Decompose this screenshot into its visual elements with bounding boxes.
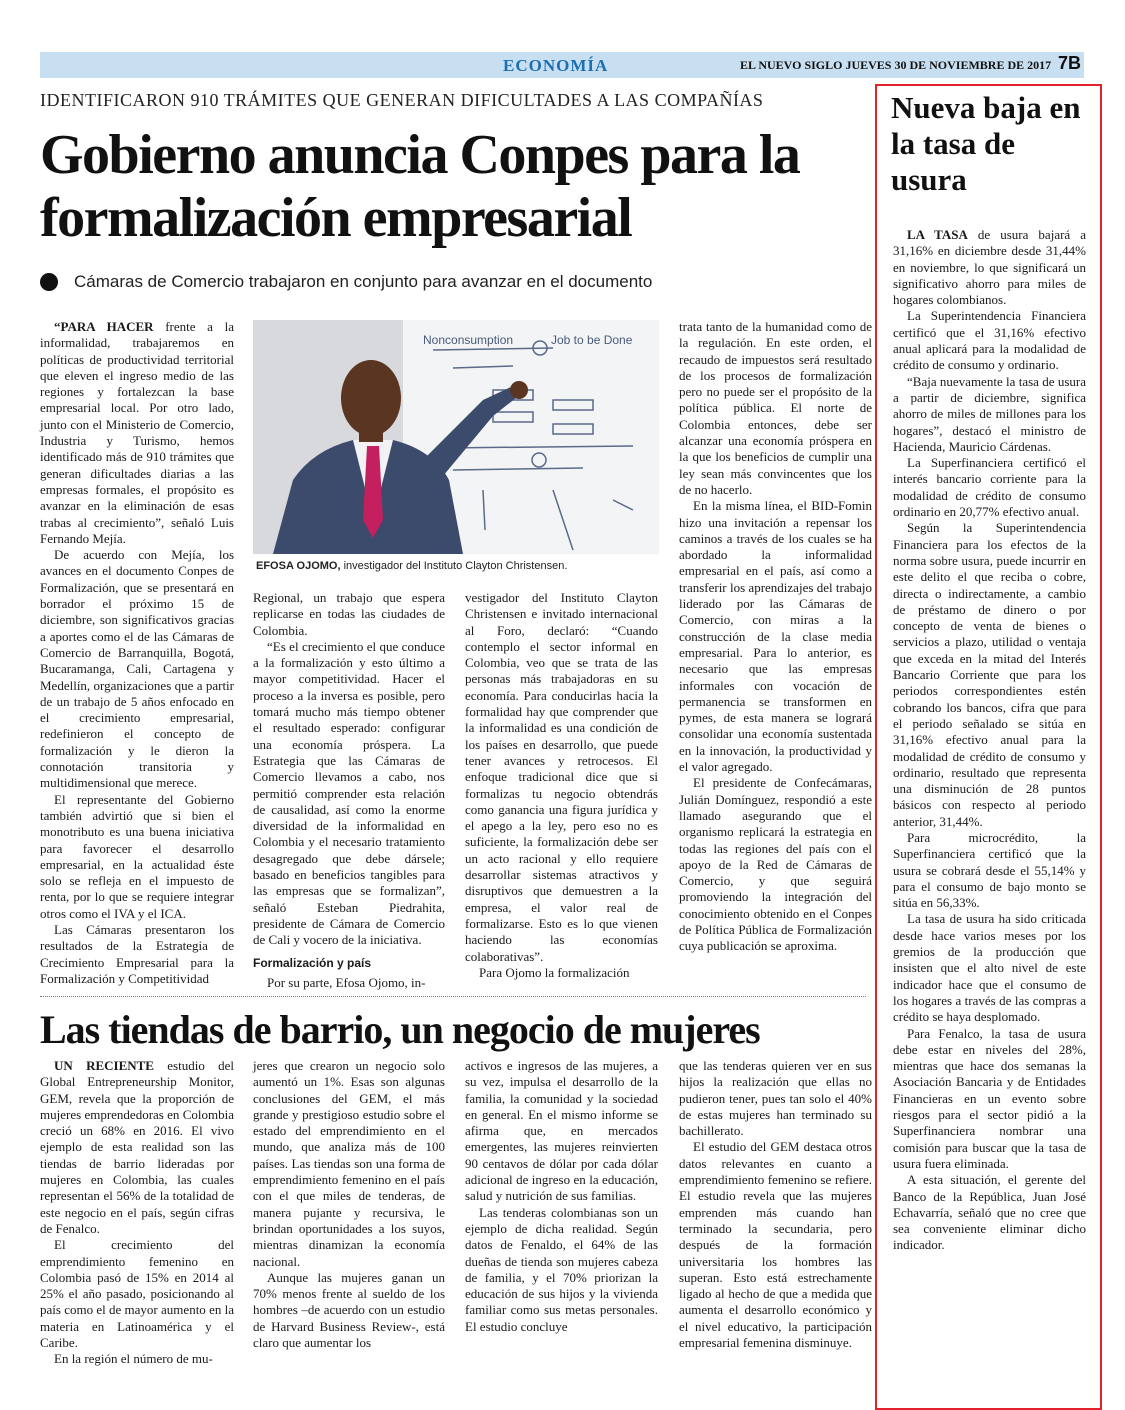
article-kicker: IDENTIFICARON 910 TRÁMITES QUE GENERAN DIFICULTADES A LAS COMPAÑÍAS [40, 90, 764, 110]
caption-name: EFOSA OJOMO, [256, 560, 341, 572]
paragraph [253, 590, 445, 639]
board-text-1: Nonconsumption [423, 333, 514, 347]
paragraph-text: El presidente de Confecámaras, Julián Domínguez, respondió a este llamado asegurando que el organismo replicará la estrategia en todas las regiones del país con el apoyo de la Red de Cámaras de Comercio, y que seguirá promoviendo la integración del conocimiento obtenido en el Conpes de Política Pública de Formalización cuya publicación se aproxima. [679, 775, 872, 954]
paragraph [465, 590, 658, 965]
paragraph [893, 911, 1086, 1025]
paragraph-text: Para Ojomo la formalización [479, 964, 630, 980]
paragraph [40, 1351, 234, 1367]
paragraph-text: La Superfinanciera certificó el interés bancario corriente para la modalidad de crédito de consumo ordinario en 20,77% efectivo anual. [893, 455, 1086, 520]
article-photo [253, 320, 659, 554]
paragraph-text: El estudio del GEM destaca otros datos relevantes en cuanto a emprendimiento femenino se refiere. El estudio revela que las mujeres emprenden más cuando han terminado la secundaria, pero después de la formación universitaria los hombres las superan. Esto está estrechamente ligado al hecho de que a medida que aumenta el desarrollo económico y el nivel educativo, la participación empresarial femenina disminuye. [679, 1139, 872, 1351]
paragraph [40, 792, 234, 922]
paragraph-text: El crecimiento del emprendimiento femenino en Colombia pasó de 15% en 2014 al 25% el año pasado, posicionando al país como el de mayor aumento en la materia en Latinoamérica y el Caribe. [40, 1237, 234, 1351]
paragraph-text: A esta situación, el gerente del Banco de la República, Juan José Echavarría, señaló que no cree que sea conveniente eliminar dicho indicador. [893, 1172, 1086, 1253]
paragraph [253, 1058, 445, 1270]
paragraph-text: Las Cámaras presentaron los resultados de la Estrategia de Crecimiento Empresarial para la Formalización y Competitividad [40, 921, 234, 986]
paragraph-text: de usura bajará a 31,16% en diciembre desde 31,44% en noviembre, lo que significará un significativo ahorro para miles de hogares colombianos. [893, 227, 1086, 308]
paragraph-text: activos e ingresos de las mujeres, a su vez, impulsa el desarrollo de la familia, la comunidad y la sociedad en general. En el mismo informe se afirma que, en mercados emergentes, las mujeres reinvierten 90 centavos de dólar por cada dólar adicional de ingreso en la educación, salud y nutrición de sus familias. [465, 1058, 658, 1204]
article-subhead [40, 272, 652, 292]
paragraph-text: que las tenderas quieren ver en sus hijos la realización que ellas no pudieron tener, pues tan solo el 40% de estas mujeres han terminado su bachillerato. [679, 1058, 872, 1139]
paragraph-text: En la misma línea, el BID-Fomin hizo una invitación a repensar los caminos a través de los cuales se ha abordado la informalidad empresarial en el país, así como a transferir los aprendizajes del trabajo liderado por las Cámaras de Comercio, con miras a la construcción de la clase media empresarial. Para lo anterior, es necesario que las empresas informales con vocación de permanencia se transformen en pymes, de esta manera se logrará consolidar una economía sustentada en la innovación, la productividad y el valor agregado. [679, 498, 872, 775]
section-subtitle: Formalización y país [253, 955, 372, 970]
paragraph [465, 965, 658, 981]
paragraph-text: Aunque las mujeres ganan un 70% menos frente al sueldo de los hombres –de acuerdo con un estudio de Harvard Business Review-, está claro que aumentar los [253, 1269, 445, 1351]
paragraph [465, 1058, 658, 1205]
second-article-headline: Las tiendas de barrio, un negocio de mujeres [40, 1007, 760, 1052]
paragraph [893, 1026, 1086, 1173]
lead-caps: LA TASA [907, 227, 968, 242]
paragraph-text: El representante del Gobierno también advirtió que si bien el monotributo es una buena iniciativa para favorecer el desarrollo empresarial, en la actualidad éste solo se refleja en el impuesto de renta, por lo que se requiere integrar otros como el IVA y el ICA. [40, 791, 234, 921]
paragraph [679, 1058, 872, 1139]
second-column-1 [40, 1058, 234, 1368]
lead-caps: UN RECIENTE [54, 1058, 154, 1073]
paragraph [40, 1237, 234, 1351]
paragraph [679, 319, 872, 498]
paragraph [679, 498, 872, 775]
paragraph-text: “Baja nuevamente la tasa de usura a partir de diciembre, significa ahorro de miles de millones para los hogares”, destacó el ministro de Hacienda, Mauricio Cárdenas. [893, 373, 1086, 454]
article-column-3 [465, 590, 658, 981]
paragraph [40, 547, 234, 791]
paragraph [253, 1270, 445, 1351]
caption-text: investigador del Instituto Clayton Christensen. [340, 560, 568, 572]
paragraph-text: Según la Superintendencia Financiera para los efectos de la norma sobre usura, puede incurrir en este delito el que reciba o cobre, directa o indirectamente, a cambio de préstamo de dinero o por concepto de venta de bienes o servicios a plazo, utilidad o ventaja que exceda en la mitad del Interés Bancario Corriente que para los periodos correspondientes estén cobrando los bancos, cifra que para el periodo señalado se sitúa en 31,16% efectivo anual para la modalidad de crédito de consumo y ordinario, resultado que representa una disminución de 28 puntos básicos con respecto al periodo anterior, 31,44%. [893, 520, 1086, 829]
paragraph-text: La tasa de usura ha sido criticada desde hace varios meses por los gremios de la producción que insisten que el alto nivel de este indicador hace que el consumo de los hogares a través de las compras a crédito se haya desplomado. [893, 911, 1086, 1025]
paragraph [40, 319, 234, 547]
paragraph [893, 1172, 1086, 1253]
photo-illustration [253, 320, 659, 554]
paragraph [893, 308, 1086, 373]
paragraph-text: jeres que crearon un negocio solo aumentó un 1%. Esas son algunas conclusiones del GEM, el más grande y prestigioso estudio sobre el estado del emprendimiento en el mundo, que analiza más de 100 países. Las tiendas son una forma de emprendimiento femenino en el país con el que miles de tenderas, de manera pujante y recursiva, le brindan oportunidades a los suyos, mientras dinamizan la economía nacional. [253, 1058, 445, 1269]
second-column-3 [465, 1058, 658, 1335]
paragraph [253, 639, 445, 949]
sidebar-headline: Nueva baja en la tasa de usura [891, 90, 1081, 197]
article-column-2 [253, 590, 445, 991]
paragraph-text: La Superintendencia Financiera certificó que el 31,16% efectivo anual aplicará para la modalidad de crédito de consumo y ordinario. [893, 308, 1086, 373]
paragraph-text: estudio del Global Entrepreneurship Monitor, GEM, revela que la proporción de mujeres emprendedoras en Colombia creció un 68% en 2016. El vivo ejemplo de esta realidad son las tiendas de barrio lideradas por mujeres en Colombia, las cuales representan el 56% de la totalidad de este negocio en el país, según cifras de Fenalco. [40, 1058, 235, 1236]
article-column-4 [679, 319, 872, 955]
paragraph-text: En la región el número de mu- [54, 1351, 213, 1367]
paragraph-text: Las tenderas colombianas son un ejemplo de dicha realidad. Según datos de Fenaldo, el 64% de las dueñas de tienda son mujeres cabeza de familia, y el 70% priorizan la educación de sus hijos y la vivienda familiar como sus metas personales. El estudio concluye [465, 1204, 658, 1334]
paragraph-text: frente a la informalidad, trabajaremos en políticas de productividad territorial que eleven el ingreso medio de las regiones y fortalezcan la base empresarial local. Por otro lado, junto con el Ministerio de Comercio, Industria y Turismo, hemos identificado más de 910 trámites que generan dificultades diarias a las empresas formales, el propósito es avanzar en la eliminación de esas trabas al crecimiento”, señaló Luis Fernando Mejía. [40, 319, 235, 546]
subhead-text: Cámaras de Comercio trabajaron en conjunto para avanzar en el documento [74, 272, 653, 291]
paragraph-text: De acuerdo con Mejía, los avances en el documento Conpes de Formalización, que se presentará en borrador el próximo 15 de diciembre, son significativos gracias a aportes como el de las Cámaras de Comercio de Barranquilla, Bogotá, Bucaramanga, Cali, Cartagena y Medellín, organizaciones que a partir de un trabajo de 5 años enfocado en el crecimiento empresarial, redefinieron el concepto de formalización y le dieron la connotación transitoria y multidimensional que merece. [40, 547, 234, 791]
paragraph: Por su parte, Efosa Ojomo, in- [267, 974, 426, 990]
paragraph [893, 830, 1086, 911]
paragraph [679, 1139, 872, 1351]
paragraph-text: Regional, un trabajo que espera replicarse en todas las ciudades de Colombia. [253, 590, 445, 638]
paragraph-text: “Es el crecimiento el que conduce a la formalización y esto último a mayor competitividad. Hacer el proceso a la inversa es posible, pero tomará mucho más tiempo obtener el resultado esperado: configurar una economía próspera. La Estrategia que las Cámaras de Comercio llevamos a cabo, nos permitió comprender esta relación de causalidad, así como la enorme diversidad de la informalidad en Colombia y el necesario tratamiento desagregado que debe dársele; basado en beneficios tangibles para las empresas que se formalizan”, señaló Esteban Piedrahita, presidente de Cámara de Comercio de Cali y vocero de la iniciativa. [253, 638, 445, 948]
paragraph [893, 455, 1086, 520]
paragraph [679, 775, 872, 954]
paragraph [893, 227, 1086, 308]
sidebar-column [893, 227, 1086, 1254]
lead-caps: “PARA HACER [54, 319, 154, 334]
bullet-icon [40, 273, 58, 291]
paragraph-text: Para microcrédito, la Superfinanciera certificó que la usura se cobrará desde el 55,14% y para el consumo de bajo monto se sitúa en 56,33%. [893, 829, 1086, 911]
paragraph-text: Para Fenalco, la tasa de usura debe estar en niveles del 28%, mientras que hace dos semanas la Asociación Bancaria y de Entidades Financieras en un evento sobre riesgos para el sector pidió a la Superfinanciera nombrar una comisión para buscar que la tasa de usura fuera eliminada. [893, 1025, 1086, 1171]
paragraph-text: trata tanto de la humanidad como de la regulación. En este orden, el recaudo de impuestos será resultado de los procesos de formalización pero no puede ser el propósito de la política pública. El norte de Colombia entonces, debe ser alcanzar una economía próspera en la que los beneficios de cumplir una ley sean más convincentes que los de no hacerlo. [679, 319, 872, 497]
dateline: EL NUEVO SIGLO JUEVES 30 DE NOVIEMBRE DE 2017 [740, 58, 1052, 72]
paragraph [893, 374, 1086, 455]
paragraph [893, 520, 1086, 830]
page-number: 7B [1058, 53, 1082, 73]
paragraph [40, 922, 234, 987]
paragraph [465, 1205, 658, 1335]
article-headline: Gobierno anuncia Conpes para la formalización empresarial [40, 124, 800, 249]
paragraph-text: vestigador del Instituto Clayton Christensen e invitado internacional al Foro, declaró: “Cuando contemplo el sector informal en Colombia, veo que se trata de las personas más trabajadoras en su economía. Para conducirlas hacia la formalidad hay que comprender que la informalidad es una condición de los países en desarrollo, que puede tener avances y retrocesos. El enfoque tradicional dice que si formalizas tu negocio obtendrás como ganancia una figura jurídica y el apego a la ley, pero eso no es suficiente, la formalización debe ser un acto racional y ello requiere desarrollar sistemas atractivos y disruptivos que demuestren a la empresa, el valor real de formalizarse. Esto es lo que vienen haciendo las economías colaborativas”. [465, 590, 658, 964]
article-column-1 [40, 319, 234, 987]
paragraph [40, 1058, 234, 1237]
board-text-2: Job to be Done [551, 333, 633, 347]
article-divider [40, 996, 866, 997]
section-name: ECONOMÍA [503, 56, 609, 75]
second-column-4 [679, 1058, 872, 1351]
photo-caption [256, 560, 567, 572]
second-column-2 [253, 1058, 445, 1351]
